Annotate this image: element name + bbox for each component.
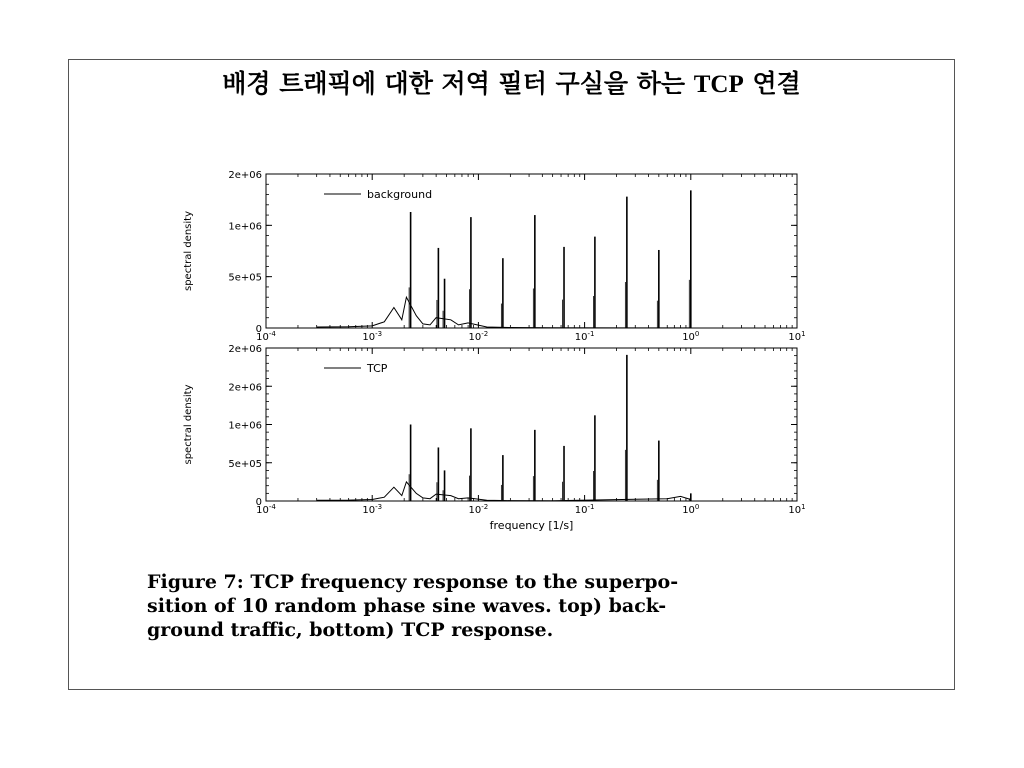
x-tick-label (788, 330, 805, 343)
x-tick-base: 10 (574, 332, 588, 343)
caption-line-3: ground traffic, bottom) TCP response. (147, 619, 554, 641)
series-tcp (317, 355, 691, 501)
series-background (317, 190, 691, 328)
x-tick-base: 10 (468, 332, 482, 343)
y-tick-label: 5e+05 (228, 272, 262, 284)
x-tick-base: 10 (256, 332, 269, 343)
x-tick-label (788, 503, 805, 516)
plot-frame (266, 174, 797, 328)
x-tick-label (682, 330, 699, 343)
x-tick-base: 10 (682, 332, 695, 343)
x-tick-exponent: 1 (801, 503, 806, 511)
x-tick-label (575, 503, 595, 516)
x-axis-label: frequency [1/s] (489, 519, 574, 532)
legend-label: TCP (367, 362, 388, 375)
y-axis-label: spectral density (183, 211, 194, 291)
slide-frame (68, 59, 955, 690)
x-tick-exponent: -2 (481, 503, 489, 511)
x-tick-label (469, 330, 489, 343)
slide-title-tcp: TCP (693, 71, 744, 98)
x-tick-base: 10 (574, 505, 588, 516)
x-tick-exponent: -1 (587, 330, 595, 338)
slide-title-suffix: 연결 (752, 69, 801, 98)
x-tick-exponent: 0 (694, 503, 700, 511)
x-tick-exponent: 0 (694, 330, 700, 338)
x-tick-base: 10 (788, 505, 802, 516)
series-baseline-line (317, 297, 691, 328)
y-tick-label: 2e+06 (228, 344, 262, 355)
x-tick-label (575, 330, 595, 343)
x-tick-exponent: -1 (587, 503, 595, 511)
series-baseline-line (317, 482, 691, 501)
y-tick-label: 1e+06 (228, 420, 262, 432)
x-tick-label (469, 503, 489, 516)
x-tick-exponent: -3 (375, 330, 383, 338)
y-tick-label: 0 (255, 497, 262, 508)
x-tick-base: 10 (362, 332, 376, 343)
x-tick-exponent: -4 (268, 503, 276, 511)
x-tick-label (362, 330, 382, 343)
plot-frame (266, 348, 797, 501)
x-tick-exponent: -3 (375, 503, 383, 511)
x-tick-exponent: -4 (268, 330, 276, 338)
chart-panel-bottom (183, 344, 806, 532)
x-tick-base: 10 (362, 505, 376, 516)
x-tick-base: 10 (256, 505, 269, 516)
y-tick-label: 0 (255, 324, 262, 335)
x-tick-label (362, 503, 382, 516)
x-tick-label (682, 503, 699, 516)
figure-caption (147, 570, 887, 642)
y-tick-label: 5e+05 (228, 458, 262, 470)
figure-charts (69, 60, 954, 560)
x-tick-exponent: -2 (481, 330, 489, 338)
y-axis-label: spectral density (183, 384, 194, 465)
legend-label: background (367, 188, 433, 201)
x-tick-exponent: 1 (801, 330, 806, 338)
chart-panel-top (183, 170, 806, 343)
y-tick-label: 1e+06 (228, 221, 262, 233)
x-tick-base: 10 (682, 505, 695, 516)
x-tick-base: 10 (468, 505, 482, 516)
y-tick-label: 2e+06 (228, 170, 262, 181)
y-tick-label: 2e+06 (228, 382, 262, 394)
caption-line-1: Figure 7: TCP frequency response to the superpo- (147, 571, 679, 593)
x-tick-base: 10 (788, 332, 802, 343)
caption-line-2: sition of 10 random phase sine waves. top) back- (147, 595, 667, 617)
slide-title-prefix: 배경 트래픽에 대한 저역 필터 구실을 하는 (222, 69, 686, 98)
